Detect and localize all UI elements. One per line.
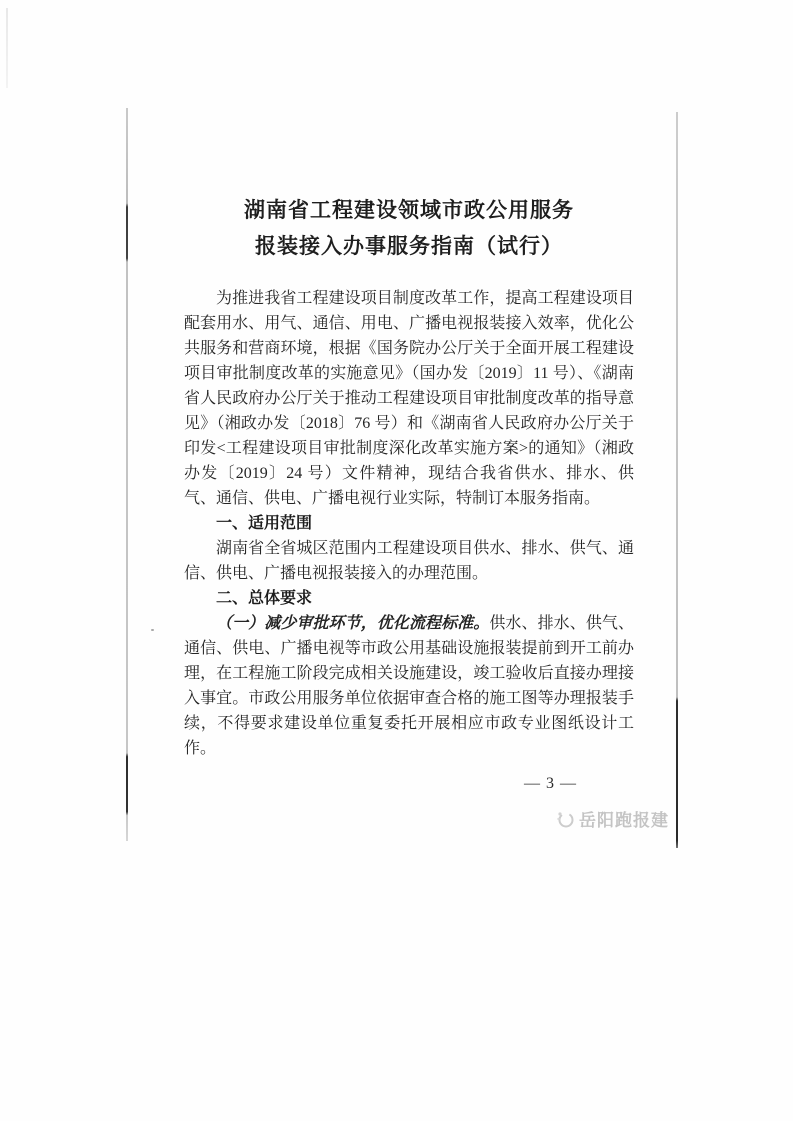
document-title-line2: 报装接入办事服务指南（试行） xyxy=(255,234,563,258)
section-heading xyxy=(184,511,634,536)
body-paragraph xyxy=(184,536,634,586)
scan-artifact-speck xyxy=(151,629,154,631)
watermark-label: 岳阳跑报建 xyxy=(579,811,669,830)
text-run: 湖南省全省城区范围内工程建设项目供水、排水、供气、通信、供电、广播电视报装接入的办理范围。 xyxy=(184,540,634,582)
scan-artifact-right-edge xyxy=(676,112,678,848)
body-paragraph xyxy=(184,611,634,761)
document-title xyxy=(184,192,634,264)
body-paragraph xyxy=(184,286,634,511)
watermark-stamp-icon xyxy=(556,809,574,829)
document-title-line1: 湖南省工程建设领域市政公用服务 xyxy=(244,198,574,222)
scan-artifact-left-edge xyxy=(126,108,128,841)
watermark xyxy=(556,806,669,831)
text-run: 二、总体要求 xyxy=(216,590,313,607)
scan-artifact-corner xyxy=(6,8,8,88)
text-run: 供水、排水、供气、通信、供电、广播电视等市政公用基础设施报装提前到开工前办理，在工程施工阶段完成相关设施建设，竣工验收后直接办理接入事宜。市政公用服务单位依据审查合格的施工图等办理报装手续，不得要求建设单位重复委托开展相应市政专业图纸设计工作。 xyxy=(184,615,634,757)
document-body xyxy=(184,286,634,761)
text-run: （一）减少审批环节，优化流程标准。 xyxy=(216,615,490,632)
text-run: 一、适用范围 xyxy=(216,515,313,532)
page-number: — 3 — xyxy=(524,775,577,792)
text-run: 为推进我省工程建设项目制度改革工作，提高工程建设项目配套用水、用气、通信、用电、广播电视报装接入效率，优化公共服务和营商环境，根据《国务院办公厅关于全面开展工程建设项目审批制度改革的实施意见》（国办发〔2019〕11 号）、《湖南省人民政府办公厅关于推动工程建设项目审批制度改革的指导意见》（湘政办发〔2018〕76 号）和《湖南省人民政府办公厅关于印发<工程建设项目审批制度深化改革实施方案>的通知》（湘政办发〔2019〕24 号）文件精神，现结合我省供水、排水、供气、通信、供电、广播电视行业实际，特制订本服务指南。 xyxy=(184,290,634,507)
section-heading xyxy=(184,586,634,611)
